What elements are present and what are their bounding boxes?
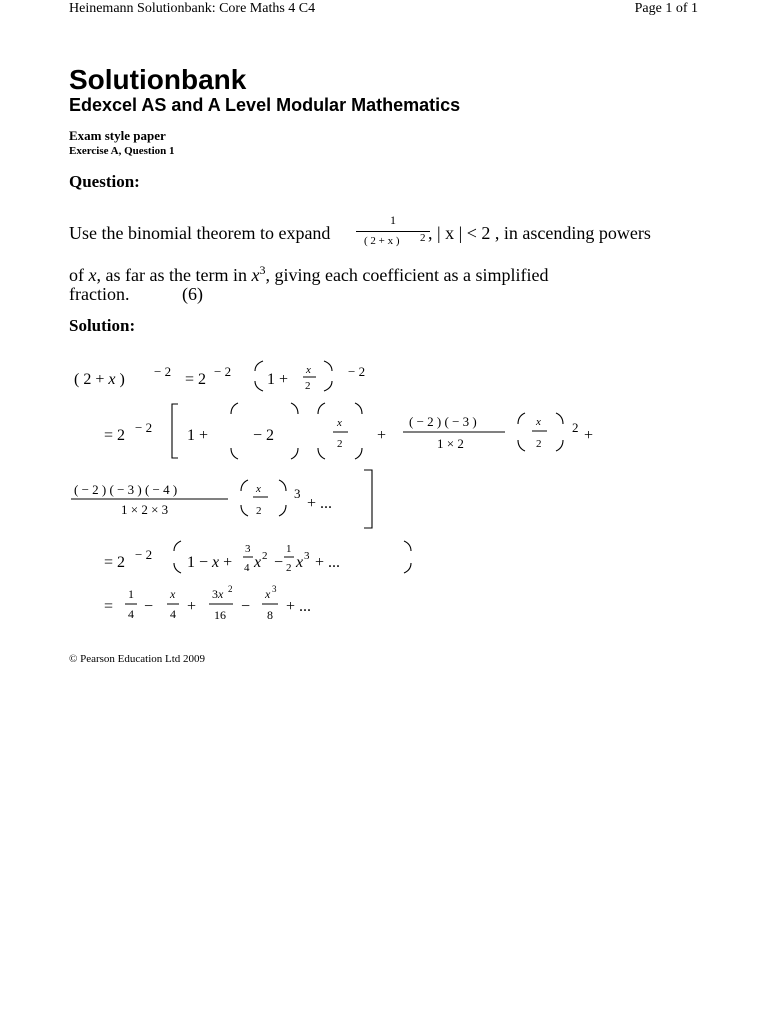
question-text-start: Use the binomial theorem to expand	[69, 223, 331, 243]
document-header-title: Heinemann Solutionbank: Core Maths 4 C4	[69, 1, 316, 16]
svg-text:3x: 3x	[212, 587, 224, 601]
page-title: Solutionbank	[69, 64, 247, 95]
solution-line-1	[74, 361, 365, 392]
svg-text:−: −	[274, 554, 284, 571]
svg-text:1: 1	[128, 587, 134, 601]
svg-text:x: x	[256, 483, 261, 495]
page-number: Page 1 of 1	[634, 1, 698, 16]
svg-text:−: −	[241, 598, 251, 615]
svg-text:2: 2	[305, 380, 311, 392]
svg-text:8: 8	[267, 608, 273, 622]
svg-text:+ ...: + ...	[315, 554, 341, 571]
question-marks: (6)	[182, 284, 203, 304]
svg-text:= 2: = 2	[185, 371, 207, 388]
solution-heading: Solution:	[69, 316, 136, 335]
question-condition: , | x | < 2 , in ascending powers	[428, 223, 651, 243]
svg-text:− 2: − 2	[135, 420, 153, 435]
svg-text:− 2: − 2	[214, 364, 232, 379]
svg-text:1: 1	[286, 543, 292, 555]
svg-text:1 +: 1 +	[267, 371, 289, 388]
question-fraction-word: fraction.	[69, 284, 130, 304]
svg-text:+ ...: + ...	[286, 598, 312, 615]
svg-text:3: 3	[304, 550, 310, 562]
svg-text:1 +: 1 +	[187, 427, 209, 444]
line2-part-c: , giving each coefficient as a simplified	[265, 265, 549, 285]
svg-text:= 2: = 2	[104, 427, 126, 444]
svg-text:x: x	[306, 364, 311, 376]
svg-text:( − 2 ) ( − 3 ) ( − 4 ): ( − 2 ) ( − 3 ) ( − 4 )	[74, 482, 178, 497]
svg-text:3: 3	[294, 486, 301, 501]
svg-text:4: 4	[244, 562, 250, 574]
svg-text:− 2: − 2	[135, 547, 153, 562]
svg-text:4: 4	[170, 607, 176, 621]
svg-text:− 2: − 2	[154, 364, 172, 379]
line2-exponent: 3	[259, 263, 266, 277]
svg-text:x: x	[254, 554, 262, 571]
svg-text:+: +	[187, 598, 197, 615]
copyright-footer: © Pearson Education Ltd 2009	[69, 653, 206, 665]
svg-text:1 − x +: 1 − x +	[187, 554, 233, 571]
solution-line-5	[104, 584, 311, 622]
svg-text:x: x	[265, 587, 271, 601]
svg-text:2: 2	[256, 505, 262, 517]
denominator-base: ( 2 + x )	[364, 235, 400, 247]
line2-variable: x	[88, 265, 97, 285]
svg-text:2: 2	[262, 550, 268, 562]
solution-line-3	[71, 470, 372, 528]
svg-text:1 × 2 × 3: 1 × 2 × 3	[121, 502, 169, 517]
fraction-numerator: 1	[390, 213, 396, 227]
svg-text:− 2: − 2	[253, 427, 275, 444]
line2-part-b: , as far as the term in	[96, 265, 252, 285]
svg-text:+: +	[584, 427, 594, 444]
svg-text:x: x	[296, 554, 304, 571]
line2-variable-power: x	[251, 265, 260, 285]
line2-part-a: of	[69, 265, 89, 285]
svg-text:− 2: − 2	[348, 364, 366, 379]
paper-type-label: Exam style paper	[69, 128, 166, 143]
svg-text:16: 16	[214, 608, 226, 622]
solution-line-2	[104, 403, 593, 459]
svg-text:2: 2	[286, 562, 292, 574]
svg-text:2: 2	[228, 584, 233, 594]
svg-text:+: +	[377, 427, 387, 444]
svg-text:( 2 + x ): ( 2 + x )	[74, 371, 125, 388]
svg-text:4: 4	[128, 607, 134, 621]
question-heading: Question:	[69, 172, 140, 191]
svg-text:x: x	[536, 416, 541, 428]
svg-text:= 2: = 2	[104, 554, 126, 571]
exercise-label: Exercise A, Question 1	[69, 145, 175, 157]
svg-text:+ ...: + ...	[307, 495, 333, 512]
page-subtitle: Edexcel AS and A Level Modular Mathematics	[69, 95, 461, 115]
solution-line-4	[104, 541, 411, 574]
svg-text:( − 2 ) ( − 3 ): ( − 2 ) ( − 3 )	[409, 414, 477, 429]
svg-text:3: 3	[245, 543, 251, 555]
svg-text:2: 2	[337, 438, 343, 450]
svg-text:2: 2	[572, 420, 579, 435]
svg-text:2: 2	[536, 438, 542, 450]
svg-text:x: x	[170, 587, 176, 601]
svg-text:1 × 2: 1 × 2	[437, 436, 464, 451]
svg-text:=: =	[104, 598, 114, 615]
svg-text:−: −	[144, 598, 154, 615]
denominator-power: 2	[420, 232, 426, 244]
svg-text:3: 3	[272, 584, 277, 594]
svg-text:x: x	[337, 417, 342, 429]
